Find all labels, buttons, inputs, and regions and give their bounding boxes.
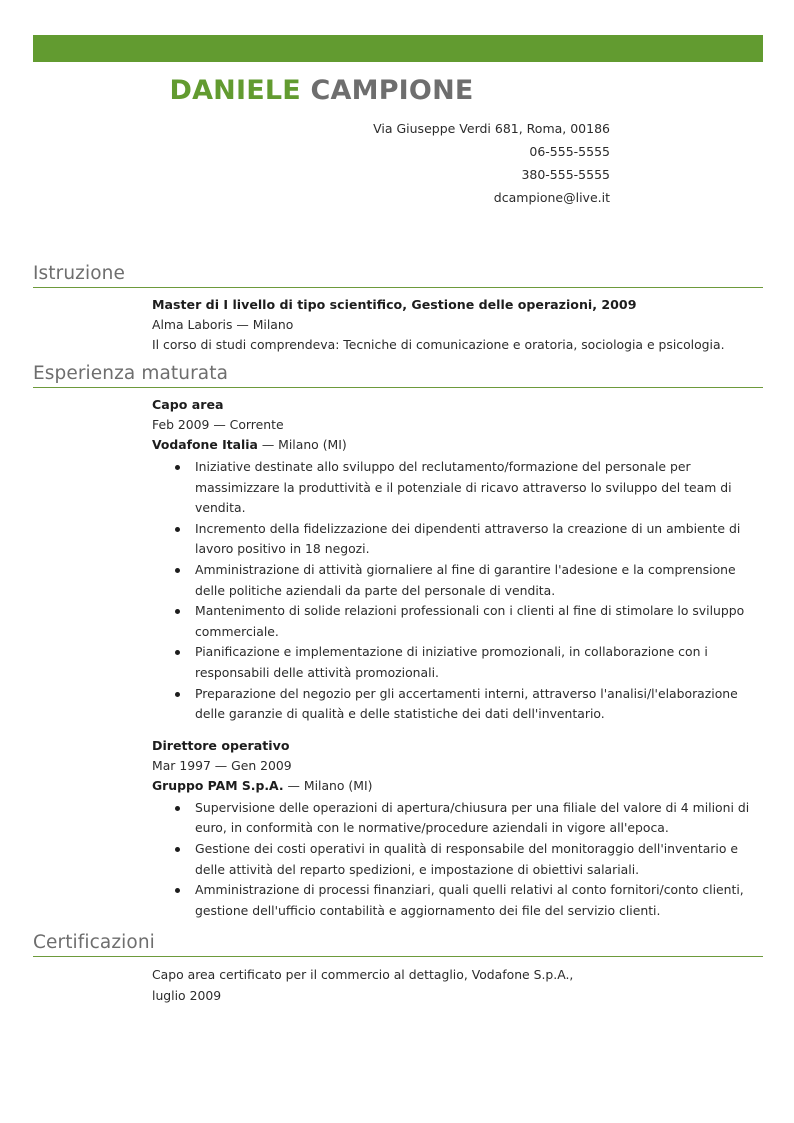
- education-degree: Master di I livello di tipo scientifico, Gestione delle operazioni, 2009: [152, 297, 637, 312]
- certification-line: Capo area certificato per il commercio al dettaglio, Vodafone S.p.A.,: [152, 967, 574, 982]
- section-body-education: [33, 288, 763, 355]
- contact-block: [33, 117, 610, 209]
- experience-dates: Feb 2009 — Corrente: [152, 417, 284, 432]
- experience-entry: [152, 395, 763, 725]
- header-accent-bar: [33, 35, 763, 62]
- experience-role: Capo area: [152, 397, 224, 412]
- section-certifications: [33, 932, 763, 1006]
- list-item: Amministrazione di processi finanziari, quali quelli relativi al conto fornitori/conto clienti, gestione dell'ufficio contabilità e aggiornamento dei file del servizio clienti.: [152, 880, 763, 921]
- list-item: Incremento della fidelizzazione dei dipendenti attraverso la creazione di un ambiente di lavoro positivo in 18 negozi.: [152, 519, 763, 560]
- experience-dates: Mar 1997 — Gen 2009: [152, 757, 292, 773]
- section-experience: [33, 363, 763, 921]
- contact-phone-primary: 06-555-5555: [529, 144, 610, 159]
- education-note: Il corso di studi comprendeva: Tecniche di comunicazione e oratoria, sociologia e psicologia.: [152, 337, 725, 352]
- list-item: Gestione dei costi operativi in qualità di responsabile del monitoraggio dell'inventario e delle attività del reparto spedizioni, e impostazione di obiettivi salariali.: [152, 839, 763, 880]
- experience-company-line: [152, 776, 763, 796]
- list-item: Pianificazione e implementazione di iniziative promozionali, in collaborazione con i responsabili delle attività promozionali.: [152, 642, 763, 683]
- section-title-experience: Esperienza maturata: [33, 363, 763, 388]
- experience-separator: —: [287, 777, 300, 793]
- experience-role: Direttore operativo: [152, 737, 290, 753]
- experience-location: Milano (MI): [278, 437, 347, 452]
- list-item: Preparazione del negozio per gli accertamenti interni, attraverso l'analisi/l'elaborazione delle garanzie di qualità e delle statistiche dei dati dell'inventario.: [152, 684, 763, 725]
- experience-company-line: [152, 435, 763, 455]
- page-title: [33, 74, 610, 108]
- experience-entry: [152, 736, 763, 922]
- list-item: Supervisione delle operazioni di apertura/chiusura per una filiale del valore di 4 milioni di euro, in conformità con le normative/procedure aziendali in vigore all'epoca.: [152, 798, 763, 839]
- experience-location: Milano (MI): [303, 777, 373, 793]
- experience-bullet-list: [152, 457, 763, 725]
- contact-email: dcampione@live.it: [493, 190, 610, 205]
- experience-company: Gruppo PAM S.p.A.: [152, 777, 284, 793]
- education-school: Alma Laboris — Milano: [152, 317, 294, 332]
- resume-header: [33, 74, 610, 209]
- experience-bullet-list: [152, 798, 763, 922]
- contact-address: Via Giuseppe Verdi 681, Roma, 00186: [373, 121, 610, 136]
- section-body-certifications: [33, 957, 763, 1006]
- section-education: [33, 263, 763, 355]
- education-entry: [152, 295, 763, 355]
- experience-separator: —: [261, 437, 275, 452]
- family-name: CAMPIONE: [310, 75, 474, 106]
- list-item: Mantenimento di solide relazioni professionali con i clienti al fine di stimolare lo sviluppo commerciale.: [152, 601, 763, 642]
- given-name: DANIELE: [169, 75, 301, 106]
- section-title-education: Istruzione: [33, 263, 763, 288]
- list-item: Amministrazione di attività giornaliere al fine di garantire l'adesione e la comprensione delle politiche aziendali da parte del personale di vendita.: [152, 560, 763, 601]
- experience-company: Vodafone Italia: [152, 437, 258, 452]
- list-item: Iniziative destinate allo sviluppo del reclutamento/formazione del personale per massimizzare la produttività e il potenziale di ricavo attraverso lo sviluppo del team di vendita.: [152, 457, 763, 519]
- contact-phone-secondary: 380-555-5555: [521, 167, 610, 182]
- section-title-certifications: Certificazioni: [33, 932, 763, 957]
- certification-line: luglio 2009: [152, 988, 222, 1003]
- section-body-experience: [33, 388, 763, 921]
